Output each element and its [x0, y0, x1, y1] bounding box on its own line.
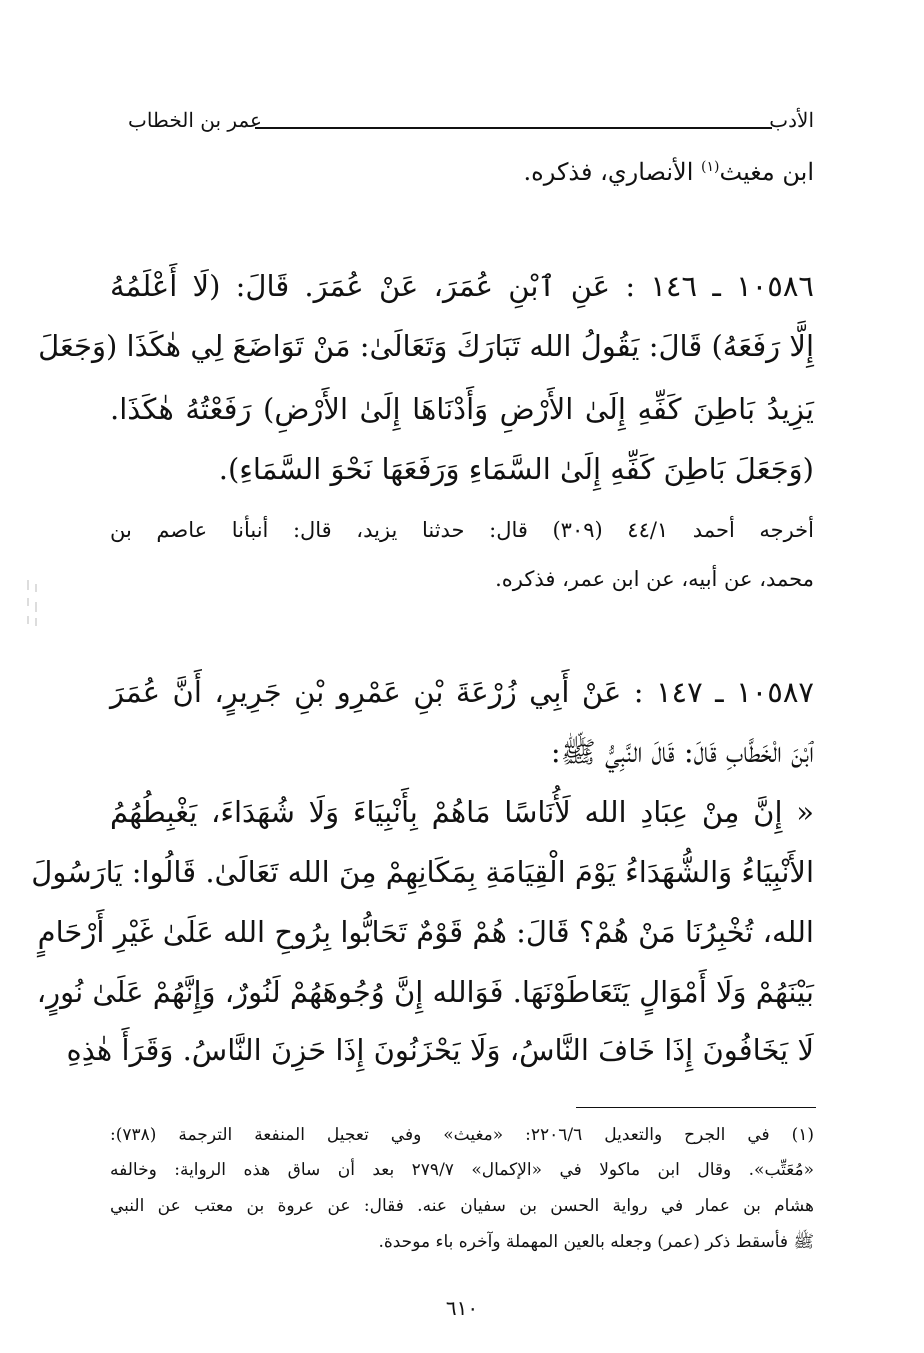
intro-text-before: ابن مغيث [719, 158, 814, 186]
hadith-1-line-3: يَزِيدُ بَاطِنَ كَفِّهِ إِلَىٰ الأَرْضِ وَأَدْنَاهَا إِلَىٰ الأَرْضِ) رَفَعْتُهُ هٰكَذَا. [110, 392, 814, 426]
hadith-1-line-4: (وَجَعَلَ بَاطِنَ كَفِّهِ إِلَىٰ السَّمَاءِ وَرَفَعَهَا نَحْوَ السَّمَاءِ). [218, 452, 814, 486]
footnote-line-2: «مُعَتِّب». وقال ابن ماكولا في «الإكمال» ٢٧٩/٧ بعد أن ساق هذه الرواية: وخالفه [110, 1160, 814, 1180]
hadith-2-line-4: الأَنْبِيَاءُ وَالشُّهَدَاءُ يَوْمَ الْقِيَامَةِ بِمَكَانِهِمْ مِنَ الله تَعَالَىٰ. قَالُوا: يَارَسُولَ [31, 855, 814, 889]
hadith-1-line-2: إِلَّا رَفَعَهُ) قَالَ: يَقُولُ الله تَبَارَكَ وَتَعَالَىٰ: مَنْ تَوَاضَعَ لِي هٰكَذَا (وَجَعَلَ [38, 329, 814, 363]
hadith-2-line-3: « إِنَّ مِنْ عِبَادِ الله لَأُنَاسًا مَاهُمْ بِأَنْبِيَاءَ وَلَا شُهَدَاءَ، يَغْبِطُهُمُ [110, 795, 814, 829]
running-title: عمر بن الخطاب [128, 108, 262, 132]
hadith-2-line-6: بَيْنَهُمْ وَلَا أَمْوَالٍ يَتَعَاطَوْنَهَا. فَوَالله إِنَّ وُجُوهَهُمْ لَنُورٌ، وَإِنَّهُمْ عَلَىٰ نُورٍ، [36, 975, 814, 1009]
intro-line [524, 158, 814, 186]
hadith-2-line-5: الله، تُخْبِرُنَا مَنْ هُمْ؟ قَالَ: هُمْ قَوْمٌ تَحَابُّوا بِرُوحِ الله عَلَىٰ غَيْرِ أَرْحَامٍ [37, 915, 814, 949]
footnote-marker: (١) [701, 159, 720, 175]
hadith-2-line-7: لَا يَخَافُونَ إِذَا خَافَ النَّاسُ، وَلَا يَحْزَنُونَ إِذَا حَزِنَ النَّاسُ. وَقَرَأَ هٰذِهِ [66, 1033, 814, 1067]
intro-text-after: الأنصاري، فذكره. [523, 158, 702, 186]
header-rule [255, 127, 772, 129]
hadith-2-line-1: ١٠٥٨٧ ـ ١٤٧ : عَنْ أَبِي زُرْعَةَ بْنِ عَمْرِو بْنِ جَرِيرٍ، أَنَّ عُمَرَ [110, 675, 814, 709]
hadith-2-line-2: ٱبْنَ الْخَطَّابِ قَالَ: قَالَ النَّبِيُّ ﷺ: [550, 735, 814, 769]
footnote-rule [576, 1107, 816, 1108]
footnote-line-4: ﷺ فأسقط ذكر (عمر) وجعله بالعين المهملة وآخره باء موحدة. [378, 1232, 814, 1252]
hadith-1-source-line-1: أخرجه أحمد ٤٤/١ (٣٠٩) قال: حدثنا يزيد، قال: أنبأنا عاصم بن [110, 518, 814, 542]
footnote-line-3: هشام بن عمار في رواية الحسن بن سفيان عنه. فقال: عن عروة بن معتب عن النبي [110, 1196, 814, 1216]
hadith-1-line-1: ١٠٥٨٦ ـ ١٤٦ : عَنِ ٱبْنِ عُمَرَ، عَنْ عُمَرَ. قَالَ: (لَا أَعْلَمُهُ [110, 269, 814, 303]
hadith-1-source-line-2: محمد، عن أبيه، عن ابن عمر، فذكره. [495, 567, 814, 591]
page-number: ٦١٠ [445, 1296, 479, 1320]
scan-marks [24, 578, 44, 628]
section-title: الأدب [769, 108, 814, 132]
footnote-line-1: (١) في الجرح والتعديل ٢٢٠٦/٦: «مغيث» وفي تعجيل المنفعة الترجمة (٧٣٨): [110, 1125, 814, 1145]
